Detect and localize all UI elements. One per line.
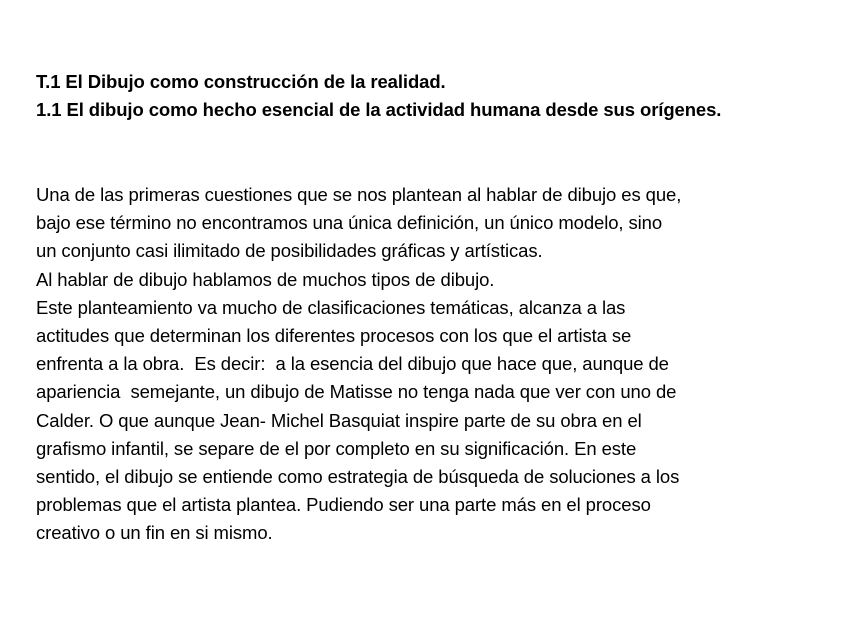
body-line: sentido, el dibujo se entiende como estrategia de búsqueda de soluciones a los bbox=[36, 466, 680, 488]
body-line: enfrenta a la obra. Es decir: a la esencia del dibujo que hace que, aunque de bbox=[36, 353, 669, 375]
body-line: problemas que el artista plantea. Pudiendo ser una parte más en el proceso bbox=[36, 494, 651, 516]
body-line: apariencia semejante, un dibujo de Matisse no tenga nada que ver con uno de bbox=[36, 381, 677, 403]
body-line: Una de las primeras cuestiones que se nos plantean al hablar de dibujo es que, bbox=[36, 184, 682, 205]
body-line: actitudes que determinan los diferentes procesos con los que el artista se bbox=[36, 325, 632, 347]
body-line: grafismo infantil, se separe de el por completo en su significación. En este bbox=[36, 437, 637, 459]
body-line: bajo ese término no encontramos una única definición, un único modelo, sino bbox=[36, 212, 663, 234]
body-line: Calder. O que aunque Jean- Michel Basquiat inspire parte de su obra en el bbox=[36, 409, 642, 431]
body-line: Este planteamiento va mucho de clasificaciones temáticas, alcanza a las bbox=[36, 296, 626, 318]
body-paragraph bbox=[36, 181, 836, 548]
section-title: T.1 El Dibujo como construcción de la realidad. bbox=[36, 71, 446, 92]
heading-block bbox=[36, 68, 836, 124]
body-line: Al hablar de dibujo hablamos de muchos tipos de dibujo. bbox=[36, 268, 495, 290]
body-line: creativo o un fin en si mismo. bbox=[36, 522, 273, 544]
body-line: un conjunto casi ilimitado de posibilidades gráficas y artísticas. bbox=[36, 240, 543, 262]
subsection-title: 1.1 El dibujo como hecho esencial de la actividad humana desde sus orígenes. bbox=[36, 99, 722, 120]
